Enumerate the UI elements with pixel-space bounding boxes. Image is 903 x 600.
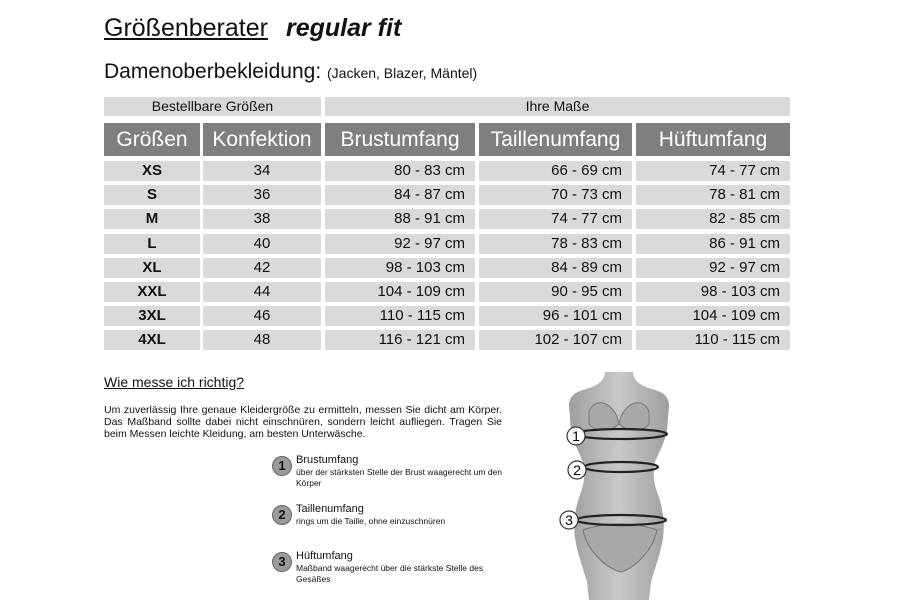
cell-taillenumfang: 102 - 107 cm (479, 330, 632, 350)
group-header-sizes: Bestellbare Größen (104, 97, 321, 116)
cell-hueftumfang: 74 - 77 cm (636, 161, 790, 181)
cell-konfektion: 34 (203, 161, 321, 181)
cell-konfektion: 42 (203, 258, 321, 278)
cell-brustumfang: 104 - 109 cm (325, 282, 475, 302)
cell-size: XS (104, 161, 200, 181)
column-header-sizes: Größen (104, 123, 200, 156)
subtitle-main: Damenoberbekleidung: (104, 60, 322, 83)
step-title: Hüftumfang (296, 550, 353, 562)
cell-size: 4XL (104, 330, 200, 350)
howto-title: Wie messe ich richtig? (104, 374, 245, 390)
cell-konfektion: 48 (203, 330, 321, 350)
cell-hueftumfang: 86 - 91 cm (636, 234, 790, 254)
subtitle-detail: (Jacken, Blazer, Mäntel) (327, 65, 478, 81)
cell-size: XL (104, 258, 200, 278)
column-header-konfektion: Konfektion (203, 123, 321, 156)
svg-text:2: 2 (573, 462, 581, 478)
cell-taillenumfang: 90 - 95 cm (479, 282, 632, 302)
step-title: Brustumfang (296, 454, 359, 466)
cell-hueftumfang: 110 - 115 cm (636, 330, 790, 350)
step-number-badge: 3 (272, 552, 292, 572)
title-main: Größenberater (104, 14, 268, 42)
column-header-taille: Taillenumfang (479, 123, 632, 156)
cell-taillenumfang: 74 - 77 cm (479, 209, 632, 229)
cell-taillenumfang: 70 - 73 cm (479, 185, 632, 205)
cell-size: XXL (104, 282, 200, 302)
cell-taillenumfang: 96 - 101 cm (479, 306, 632, 326)
column-header-huefte: Hüftumfang (636, 123, 790, 156)
cell-brustumfang: 84 - 87 cm (325, 185, 475, 205)
cell-taillenumfang: 78 - 83 cm (479, 234, 632, 254)
cell-size: L (104, 234, 200, 254)
step-number-badge: 2 (272, 505, 292, 525)
howto-intro: Um zuverlässig Ihre genaue Kleidergröße zu ermitteln, messen Sie dicht am Körper. Das Maßband sollte dabei nicht einschnüren, sondern leicht aufliegen. Tragen Sie beim Messen leichte Kleidung, am besten Unterwäsche. (104, 404, 502, 440)
cell-konfektion: 38 (203, 209, 321, 229)
step-description: Maßband waagerecht über die stärkste Stelle des Gesäßes (296, 563, 484, 584)
cell-taillenumfang: 66 - 69 cm (479, 161, 632, 181)
svg-text:3: 3 (565, 512, 573, 528)
step-description: über der stärksten Stelle der Brust waagerecht um den Körper (296, 467, 502, 488)
cell-konfektion: 40 (203, 234, 321, 254)
cell-brustumfang: 88 - 91 cm (325, 209, 475, 229)
cell-size: 3XL (104, 306, 200, 326)
column-header-brust: Brustumfang (325, 123, 475, 156)
marker-1 (567, 427, 585, 445)
cell-hueftumfang: 82 - 85 cm (636, 209, 790, 229)
cell-brustumfang: 116 - 121 cm (325, 330, 475, 350)
cell-hueftumfang: 78 - 81 cm (636, 185, 790, 205)
cell-brustumfang: 110 - 115 cm (325, 306, 475, 326)
page-title (104, 14, 401, 43)
cell-brustumfang: 98 - 103 cm (325, 258, 475, 278)
section-subtitle (104, 60, 477, 84)
svg-text:1: 1 (572, 428, 580, 444)
cell-hueftumfang: 98 - 103 cm (636, 282, 790, 302)
marker-3 (560, 511, 578, 529)
cell-hueftumfang: 104 - 109 cm (636, 306, 790, 326)
cell-brustumfang: 80 - 83 cm (325, 161, 475, 181)
cell-size: S (104, 185, 200, 205)
body-measurement-figure (555, 372, 685, 600)
step-description: rings um die Taille, ohne einzuschnüren (296, 516, 446, 526)
cell-size: M (104, 209, 200, 229)
cell-taillenumfang: 84 - 89 cm (479, 258, 632, 278)
cell-hueftumfang: 92 - 97 cm (636, 258, 790, 278)
title-fit: regular fit (285, 14, 402, 42)
cell-konfektion: 44 (203, 282, 321, 302)
step-title: Taillenumfang (296, 503, 364, 515)
step-number-badge: 1 (272, 456, 292, 476)
group-header-measurements: Ihre Maße (325, 97, 790, 116)
marker-2 (568, 461, 586, 479)
cell-konfektion: 46 (203, 306, 321, 326)
cell-brustumfang: 92 - 97 cm (325, 234, 475, 254)
cell-konfektion: 36 (203, 185, 321, 205)
